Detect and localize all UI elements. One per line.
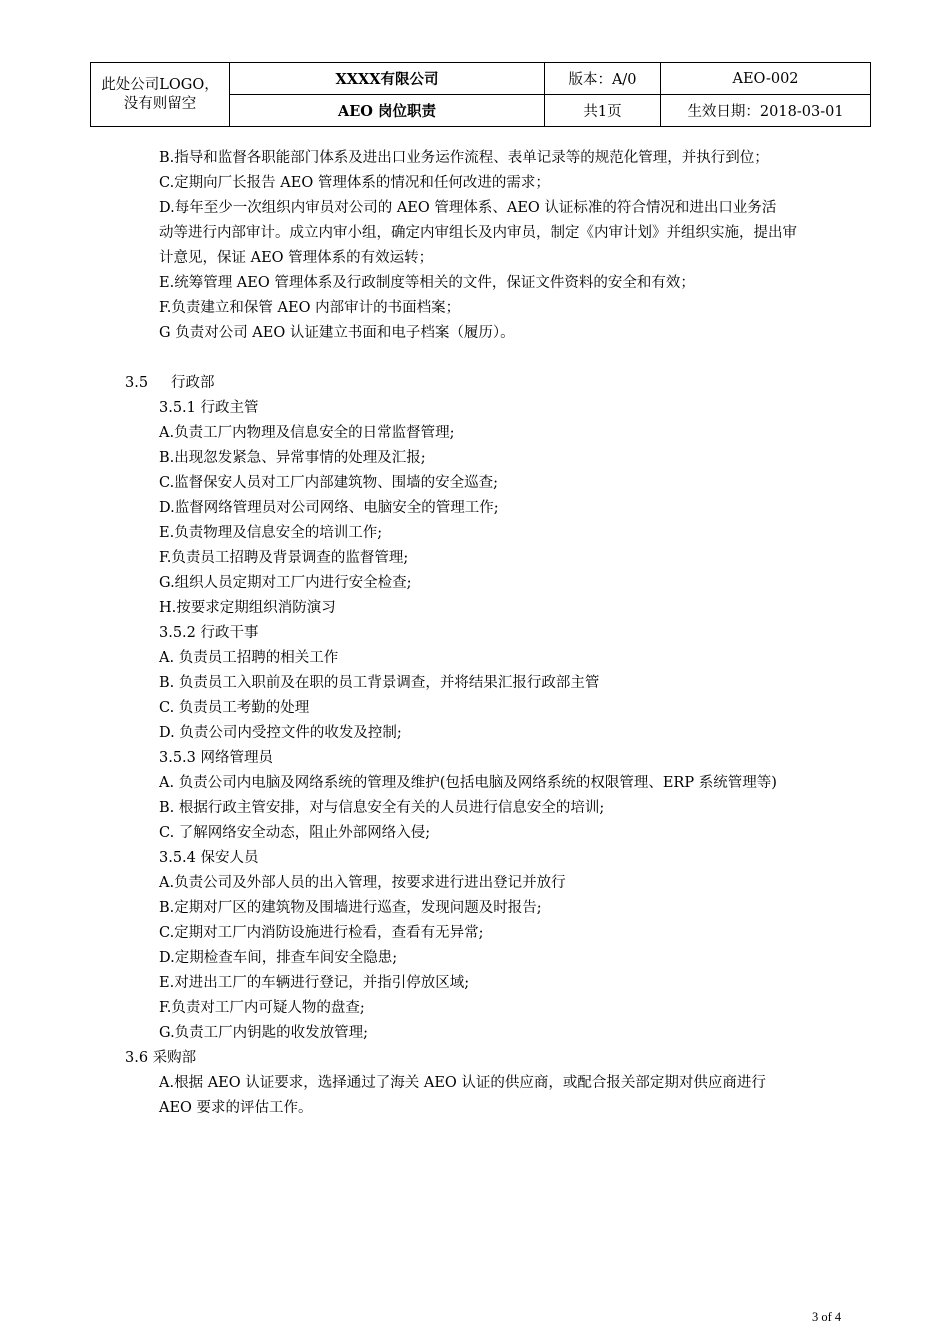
version-cell: 版本：A/0 <box>545 63 661 95</box>
list-item: A.根据 AEO 认证要求，选择通过了海关 AEO 认证的供应商，或配合报关部定期对供应商进行 <box>159 1075 766 1091</box>
list-item: A.负责工厂内物理及信息安全的日常监督管理; <box>159 425 455 441</box>
logo-placeholder: 此处公司LOGO，没有则留空 <box>91 63 230 127</box>
item-b-guide: B.指导和监督各职能部门体系及进出口业务运作流程、表单记录等的规范化管理，并执行到位； <box>159 150 769 166</box>
list-item: F.负责对工厂内可疑人物的盘查; <box>159 1000 365 1016</box>
list-item: B.出现忽发紧急、异常事情的处理及汇报; <box>159 450 426 466</box>
list-item: A. 负责公司内电脑及网络系统的管理及维护(包括电脑及网络系统的权限管理、ERP 系统管理等) <box>159 775 777 791</box>
list-item: B. 负责员工入职前及在职的员工背景调查，并将结果汇报行政部主管 <box>159 675 600 691</box>
list-item: A. 负责员工招聘的相关工作 <box>159 650 339 666</box>
list-item: D.定期检查车间，排查车间安全隐患; <box>159 950 398 966</box>
list-item: E.负责物理及信息安全的培训工作; <box>159 525 383 541</box>
item-f-archive: F.负责建立和保管 AEO 内部审计的书面档案； <box>159 300 461 316</box>
list-item: B. 根据行政主管安排，对与信息安全有关的人员进行信息安全的培训; <box>159 800 605 816</box>
list-item: G.负责工厂内钥匙的收发放管理; <box>159 1025 369 1041</box>
company-name: XXXX有限公司 <box>230 63 545 95</box>
section-title: 行政部 <box>171 375 215 391</box>
item-d-audit-line3: 计意见，保证 AEO 管理体系的有效运转； <box>159 250 434 266</box>
doc-number-cell: AEO-002 <box>661 63 871 95</box>
list-item: G.组织人员定期对工厂内进行安全检查; <box>159 575 412 591</box>
list-item: C.监督保安人员对工厂内部建筑物、围墙的安全巡查; <box>159 475 499 491</box>
doc-title: AEO 岗位职责 <box>230 95 545 127</box>
list-item: F.负责员工招聘及背景调查的监督管理; <box>159 550 409 566</box>
item-d-audit-line1: D.每年至少一次组织内审员对公司的 AEO 管理体系、AEO 认证标准的符合情况和进出口业务活 <box>159 200 777 216</box>
section-3-5-heading <box>125 373 215 393</box>
list-item: C. 了解网络安全动态，阻止外部网络入侵; <box>159 825 431 841</box>
list-item: AEO 要求的评估工作。 <box>159 1100 313 1116</box>
item-d-audit-line2: 动等进行内部审计。成立内审小组，确定内审组长及内审员，制定《内审计划》并组织实施，提出审 <box>159 225 797 241</box>
list-item: C.定期对工厂内消防设施进行检看，查看有无异常; <box>159 925 484 941</box>
document-header-table <box>90 62 871 127</box>
subsection-3-5-2: 3.5.2 行政干事 <box>159 625 259 641</box>
list-item: E.对进出工厂的车辆进行登记，并指引停放区域; <box>159 975 470 991</box>
section-number: 3.5 <box>125 375 149 391</box>
item-c-report: C.定期向厂长报告 AEO 管理体系的情况和任何改进的需求； <box>159 175 550 191</box>
list-item: C. 负责员工考勤的处理 <box>159 700 310 716</box>
page-count-cell: 共1页 <box>545 95 661 127</box>
subsection-3-5-4: 3.5.4 保安人员 <box>159 850 259 866</box>
subsection-3-5-1: 3.5.1 行政主管 <box>159 400 259 416</box>
list-item: D. 负责公司内受控文件的收发及控制; <box>159 725 402 741</box>
effective-date-cell: 生效日期：2018-03-01 <box>661 95 871 127</box>
list-item: B.定期对厂区的建筑物及围墙进行巡查，发现问题及时报告; <box>159 900 542 916</box>
subsection-3-5-3: 3.5.3 网络管理员 <box>159 750 274 766</box>
section-3-6-heading: 3.6 采购部 <box>125 1050 197 1066</box>
list-item: H.按要求定期组织消防演习 <box>159 600 336 616</box>
list-item: A.负责公司及外部人员的出入管理，按要求进行进出登记并放行 <box>159 875 566 891</box>
page-number: 3 of 4 <box>812 1310 842 1324</box>
item-e-manage: E.统筹管理 AEO 管理体系及行政制度等相关的文件，保证文件资料的安全和有效； <box>159 275 695 291</box>
list-item: D.监督网络管理员对公司网络、电脑安全的管理工作; <box>159 500 499 516</box>
item-g-record: G 负责对公司 AEO 认证建立书面和电子档案（履历）。 <box>159 325 515 341</box>
